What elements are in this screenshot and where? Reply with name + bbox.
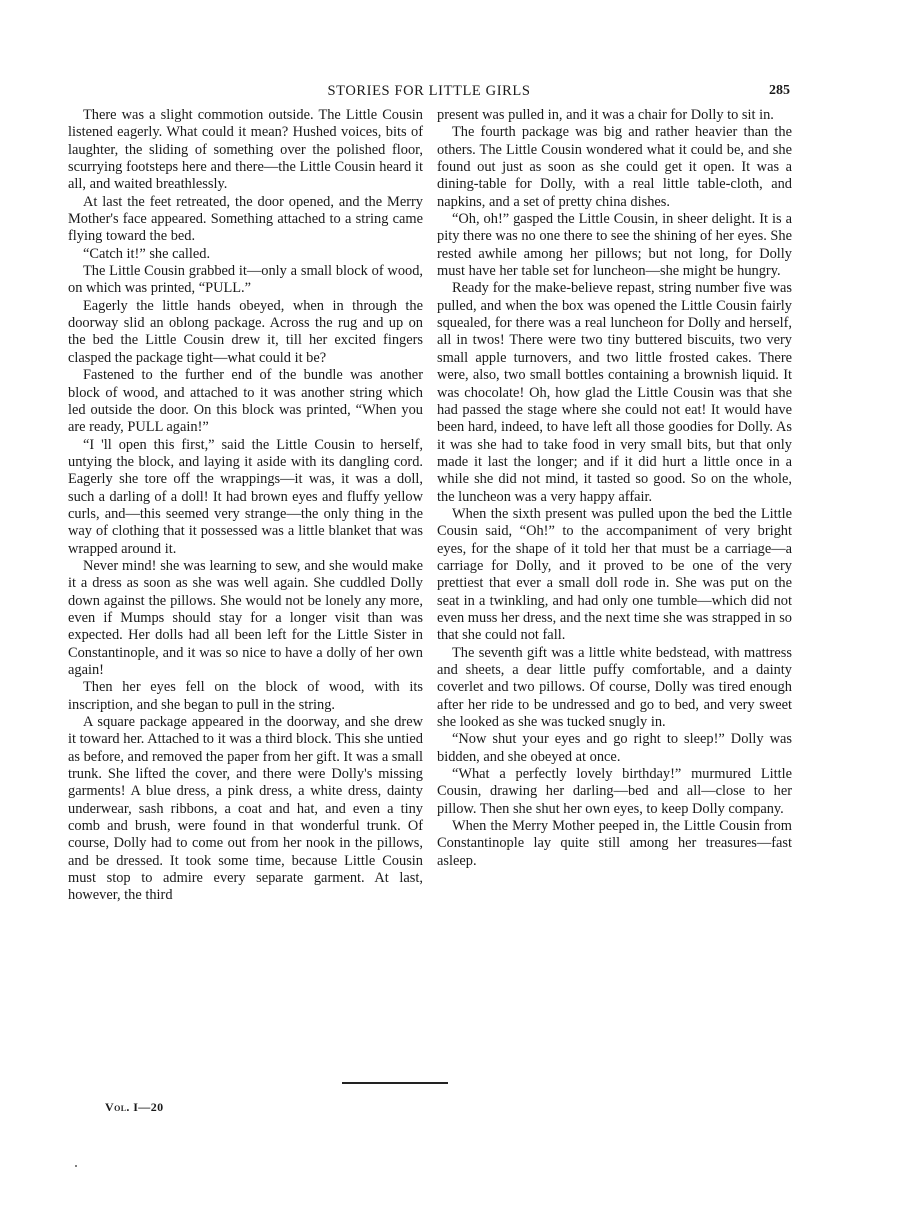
paragraph: “I 'll open this first,” said the Little Cousin to herself, untying the block, and laying it aside with its dangling cord. Eagerly she tore off the wrappings—it was, it was a doll, such a darling of a doll! It had brown eyes and fluffy yellow curls, and—this seemed very strange—the only thing in the way of clothing that it possessed was a little blanket that was wrapped around it. bbox=[68, 436, 423, 557]
paragraph: When the Merry Mother peeped in, the Little Cousin from Constantinople lay quite still among her treasures—fast asleep. bbox=[437, 818, 792, 869]
paragraph: When the sixth present was pulled upon the bed the Little Cousin said, “Oh!” to the accompaniment of very bright eyes, for the shape of it told her that must be a carriage—a carriage for Dolly, and it proved to be one of the very prettiest that ever a small doll rode in. She was put on the seat in a twinkling, and had only one tumble—which did not even muss her dress, and the next time she was strapped in so that she could not fall. bbox=[437, 505, 792, 644]
page-header bbox=[68, 80, 790, 102]
paragraph: The Little Cousin grabbed it—only a small block of wood, on which was printed, “PULL.” bbox=[68, 263, 423, 297]
paragraph: “Now shut your eyes and go right to sleep!” Dolly was bidden, and she obeyed at once. bbox=[437, 731, 792, 765]
paragraph: A square package appeared in the doorway, and she drew it toward her. Attached to it was a third block. This she untied as before, and removed the paper from her gift. It was a small trunk. She lifted the cover, and there were Dolly's missing garments! A blue dress, a pink dress, a white dress, dainty underwear, sash ribbons, a coat and hat, and even a tiny comb and brush, were found in that wonderful trunk. Of course, Dolly had to come out from her nook in the pillows, and be dressed. It took some time, because Little Cousin must stop to admire every separate garment. At last, however, the third bbox=[68, 714, 423, 904]
paragraph: Eagerly the little hands obeyed, when in through the doorway slid an oblong package. Across the rug and up on the bed the Little Cousin drew it, till her excited fingers clasped the package tight—what could it be? bbox=[68, 297, 423, 366]
paragraph: “Catch it!” she called. bbox=[83, 245, 211, 262]
paragraph: Fastened to the further end of the bundle was another block of wood, and attached to it was another string which led outside the door. On this block was printed, “When you are ready, PULL again!” bbox=[68, 367, 423, 436]
paragraph: “What a perfectly lovely birthday!” murmured Little Cousin, drawing her darling—bed and all—close to her pillow. Then she shut her own eyes, to keep Dolly company. bbox=[437, 766, 792, 817]
paragraph: The fourth package was big and rather heavier than the others. The Little Cousin wondered what it could be, and she found out just as soon as she could get it open. It was a dining-table for Dolly, with a real little table-cloth, and napkins, and a set of pretty china dishes. bbox=[437, 124, 792, 210]
signature-mark: Vol. I—20 bbox=[105, 1100, 164, 1114]
paragraph: “Oh, oh!” gasped the Little Cousin, in sheer delight. It is a pity there was no one there to see the shining of her eyes. She rested awhile among her pillows; but not long, for Dolly must have her table set for luncheon—she might be hungry. bbox=[437, 211, 792, 280]
right-text-column bbox=[437, 107, 792, 870]
end-rule bbox=[342, 1082, 448, 1084]
left-text-column bbox=[68, 107, 423, 905]
paragraph: Ready for the make-believe repast, string number five was pulled, and when the box was opened the Little Cousin fairly squealed, for there was a real luncheon for Dolly and herself, all in twos! There were two tiny buttered biscuits, two very small apple turnovers, and two little frosted cakes. There were, also, two small bottles containing a brownish liquid. It was chocolate! Oh, how glad the Little Cousin was that she had passed the stage where she could not eat! It would have been hard, indeed, to have left all those goodies for Dolly. As it was she had to take food in very small bits, but that only made it last the longer; and if it did hurt a little once in a while she did not mind, it tasted so good. So on the whole, the luncheon was a very happy affair. bbox=[437, 280, 792, 505]
running-title: STORIES FOR LITTLE GIRLS bbox=[327, 83, 531, 99]
print-speck bbox=[75, 1165, 77, 1167]
paragraph: The seventh gift was a little white bedstead, with mattress and sheets, a dear little puffy comfortable, and a dainty coverlet and two pillows. Of course, Dolly was tired enough after her ride to be undressed and go to bed, and very sweet she looked as she was tucked snugly in. bbox=[437, 644, 792, 731]
paragraph: Then her eyes fell on the block of wood, with its inscription, and she began to pull in the string. bbox=[68, 679, 423, 713]
paragraph: present was pulled in, and it was a chair for Dolly to sit in. bbox=[437, 107, 774, 123]
paragraph: At last the feet retreated, the door opened, and the Merry Mother's face appeared. Something attached to a string came flying toward the bed. bbox=[68, 193, 423, 245]
paragraph: There was a slight commotion outside. The Little Cousin listened eagerly. What could it mean? Hushed voices, bits of laughter, the sliding of something over the polished floor, scurrying footsteps here and there—the Little Cousin heard it all, and waited breathlessly. bbox=[68, 107, 423, 193]
paragraph: Never mind! she was learning to sew, and she would make it a dress as soon as she was well again. She cuddled Dolly down against the pillows. She would not be lonely any more, even if Mumps should stay for a longer visit than was expected. Her dolls had all been left for the Little Sister in Constantinople, and it was so nice to have a dolly of her own again! bbox=[68, 557, 423, 678]
page-number: 285 bbox=[769, 83, 790, 98]
